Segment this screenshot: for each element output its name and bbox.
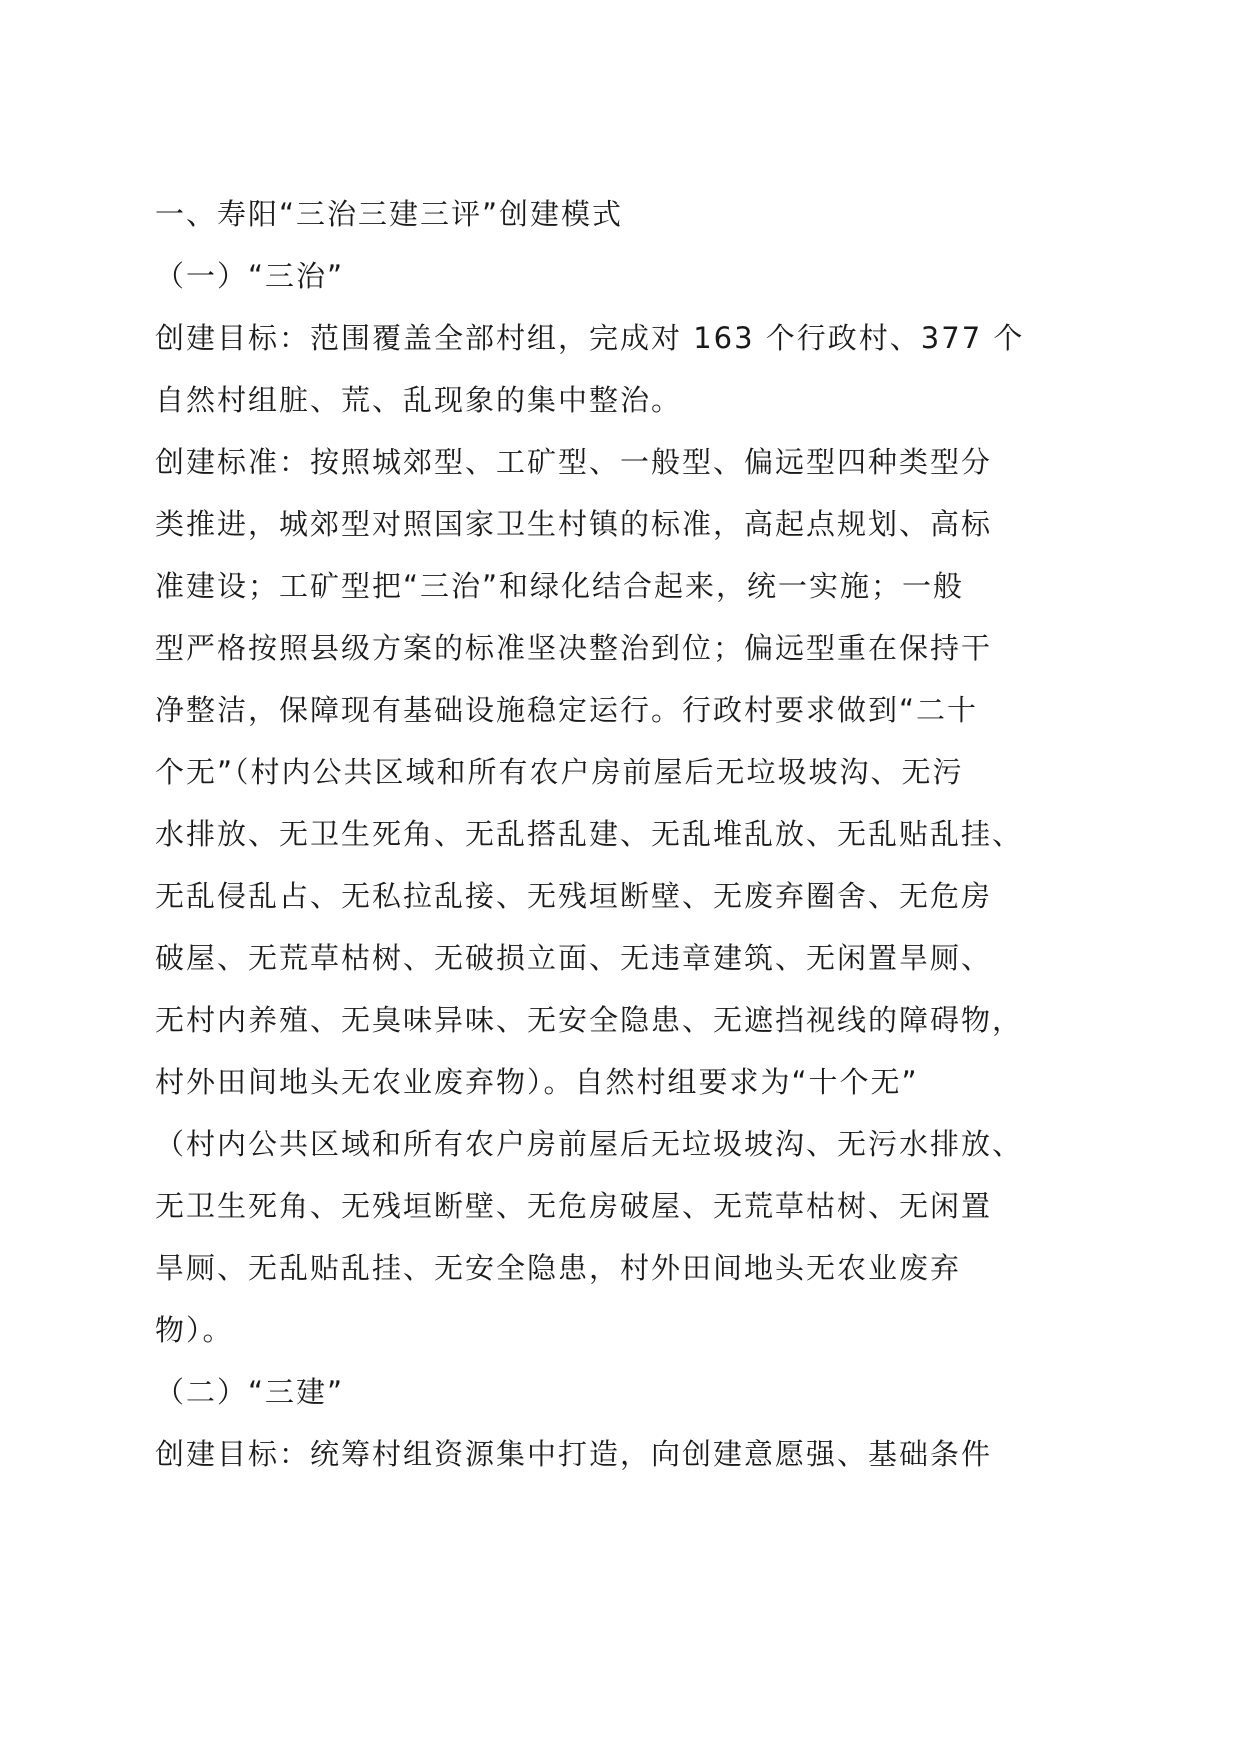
paragraph-line: 破屋、无荒草枯树、无破损立面、无违章建筑、无闲置旱厕、 [155, 941, 993, 975]
paragraph-line: 无村内养殖、无臭味异味、无安全隐患、无遮挡视线的障碍物， [155, 1003, 1024, 1037]
paragraph-line: 无卫生死角、无残垣断壁、无危房破屋、无荒草枯树、无闲置 [155, 1189, 993, 1223]
paragraph-line: 水排放、无卫生死角、无乱搭乱建、无乱堆乱放、无乱贴乱挂、 [155, 817, 1024, 851]
paragraph-line: 自然村组脏、荒、乱现象的集中整治。 [155, 383, 683, 417]
subsection-heading: （一）“三治” [155, 259, 345, 293]
paragraph-line: 旱厕、无乱贴乱挂、无安全隐患，村外田间地头无农业废弃 [155, 1251, 962, 1285]
paragraph-line: （村内公共区域和所有农户房前屋后无垃圾坡沟、无污水排放、 [155, 1127, 1024, 1161]
paragraph-line: 净整洁，保障现有基础设施稳定运行。行政村要求做到“二十 [155, 693, 979, 727]
paragraph-line: 物）。 [155, 1313, 234, 1347]
paragraph-line: 创建目标：范围覆盖全部村组，完成对 163 个行政村、377 个 [155, 321, 1025, 355]
subsection-heading: （二）“三建” [155, 1375, 345, 1409]
paragraph-line: 创建标准：按照城郊型、工矿型、一般型、偏远型四种类型分 [155, 445, 993, 479]
paragraph-line: 无乱侵乱占、无私拉乱接、无残垣断壁、无废弃圈舍、无危房 [155, 879, 993, 913]
paragraph-line: 类推进，城郊型对照国家卫生村镇的标准，高起点规划、高标 [155, 507, 993, 541]
paragraph-line: 村外田间地头无农业废弃物）。自然村组要求为“十个无” [155, 1065, 919, 1099]
paragraph-line: 型严格按照县级方案的标准坚决整治到位；偏远型重在保持干 [155, 631, 993, 665]
paragraph-line: 创建目标：统筹村组资源集中打造，向创建意愿强、基础条件 [155, 1437, 993, 1471]
section-heading: 一、寿阳“三治三建三评”创建模式 [155, 197, 624, 231]
paragraph-line: 个无”（村内公共区域和所有农户房前屋后无垃圾坡沟、无污 [155, 755, 964, 789]
paragraph-line: 准建设；工矿型把“三治”和绿化结合起来，统一实施；一般 [155, 569, 965, 603]
